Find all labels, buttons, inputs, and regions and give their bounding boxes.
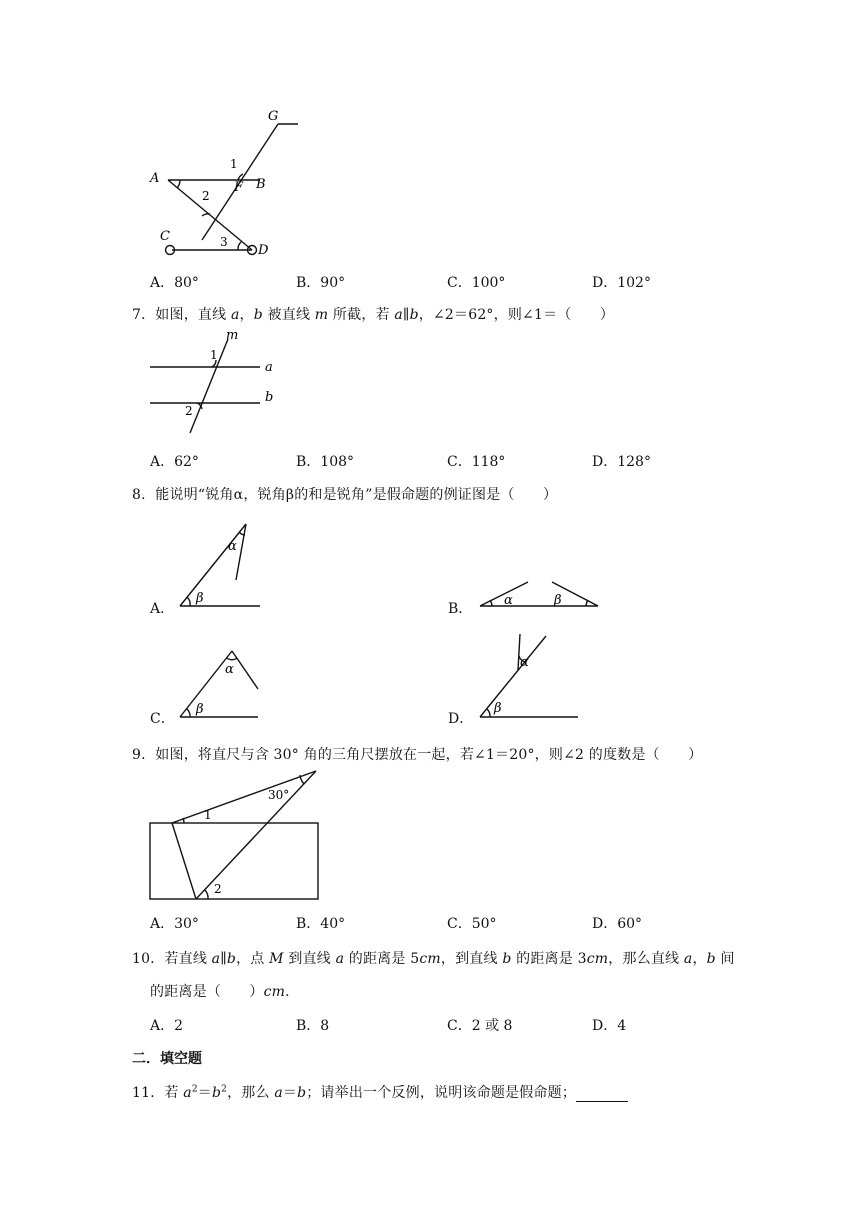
q9-figure (144, 767, 330, 903)
q8-option-b-figure[interactable] (476, 578, 606, 612)
q7-var-m: m (314, 307, 329, 323)
q8-option-c-letter[interactable]: C． (150, 711, 175, 727)
q11-var-a: a (183, 1085, 192, 1101)
q7-option-c[interactable]: C．118° (447, 454, 506, 470)
q11-var-b2: b (297, 1085, 307, 1101)
q11-answer-blank[interactable] (576, 1087, 628, 1102)
q7-comma: ， (239, 307, 254, 323)
q10-end: 间 (715, 951, 735, 967)
q6-figure-svg (140, 100, 320, 265)
q10-line2-pre: 的距离是（ ） (150, 984, 264, 1000)
q10-mid4: ，到直线 (440, 951, 503, 967)
q6-label-G: G (268, 109, 279, 124)
q6-option-b[interactable]: B．90° (296, 275, 346, 291)
q7-option-d[interactable]: D．128° (592, 454, 651, 470)
section-title-fill-in: 二．填空题 (132, 1051, 202, 1067)
q7-parallel: a∥b (394, 307, 419, 323)
q8-option-b-letter[interactable]: B． (448, 601, 473, 617)
q10-var-M: M (269, 951, 284, 967)
q7-label-2: 2 (185, 404, 193, 418)
q6-label-A: A (150, 171, 160, 186)
q6-figure (140, 100, 320, 265)
q10-option-a[interactable]: A．2 (150, 1018, 184, 1034)
q8-option-d-letter[interactable]: D． (448, 711, 474, 727)
q8a-alpha: α (228, 539, 237, 554)
q6-label-2: 2 (202, 189, 210, 203)
q10-pre: 10．若直线 (132, 951, 212, 967)
q11-sup2: 2 (221, 1084, 228, 1095)
q10-option-d[interactable]: D．4 (592, 1018, 627, 1034)
q10-var-a3: a (683, 951, 693, 967)
q7-option-a[interactable]: A．62° (150, 454, 199, 470)
q10-parallel: ∥ (220, 951, 227, 967)
q7-var-a: a (230, 307, 240, 323)
q7-option-b[interactable]: B．108° (296, 454, 355, 470)
q7-mid1: 被直线 (262, 307, 315, 323)
q10-var-b: b (226, 951, 237, 967)
q8d-beta: β (494, 701, 502, 716)
q6-label-B: B (256, 177, 266, 192)
q10-option-c[interactable]: C．2 或 8 (447, 1018, 513, 1034)
q7-question (132, 304, 614, 324)
q8c-alpha: α (225, 662, 234, 677)
q10-mid: ，点 (236, 951, 270, 967)
q10-comma: ， (692, 951, 707, 967)
q7-mid2: 所截，若 (328, 307, 395, 323)
q8-option-c-figure[interactable] (176, 645, 276, 721)
q10-var-b3: b (706, 951, 716, 967)
q8b-beta: β (554, 593, 562, 608)
q8-question: 8．能说明“锐角α，锐角β的和是锐角”是假命题的例证图是（ ） (132, 487, 558, 503)
q7-label-b: b (265, 390, 274, 405)
q8b-alpha: α (504, 593, 513, 608)
q6-label-3: 3 (220, 235, 228, 249)
q7-figure (140, 325, 290, 437)
q10-var-b2: b (502, 951, 512, 967)
q6-option-a[interactable]: A．80° (150, 275, 199, 291)
q6-label-D: D (258, 243, 269, 258)
q9-figure-svg (144, 767, 330, 903)
q8-option-d-figure[interactable] (474, 632, 584, 722)
q11-sup1: 2 (191, 1084, 198, 1095)
q7-label-a: a (265, 360, 273, 375)
q6-option-c[interactable]: C．100° (447, 275, 506, 291)
q9-option-c[interactable]: C．50° (447, 916, 497, 932)
q9-label-30: 30° (268, 788, 290, 802)
q11-eq2: ＝ (282, 1085, 298, 1101)
q7-pre: 7．如图，直线 (132, 307, 231, 323)
q11-mid: ，那么 (227, 1085, 275, 1101)
q10-question-line1 (132, 948, 735, 968)
q10-var-a2: a (335, 951, 345, 967)
q9-label-1: 1 (204, 808, 212, 822)
q7-label-m: m (226, 328, 239, 343)
q7-figure-svg (140, 325, 290, 437)
q9-option-d[interactable]: D．60° (592, 916, 643, 932)
q11-question (132, 1082, 628, 1102)
q10-mid3: 的距离是 5 (344, 951, 420, 967)
q9-label-2: 2 (214, 882, 222, 896)
q10-question-line2 (150, 981, 290, 1001)
q10-mid2: 到直线 (283, 951, 336, 967)
q11-pre: 11．若 (132, 1085, 184, 1101)
q11-eq: ＝ (197, 1085, 212, 1101)
q8-option-a-figure[interactable] (176, 518, 276, 610)
q10-unit-cm2: cm (586, 951, 609, 967)
q8d-alpha: α (520, 655, 529, 670)
q11-var-a2: a (274, 1085, 283, 1101)
q7-var-b: b (253, 307, 263, 323)
q10-line2-end: . (285, 984, 290, 1000)
q10-mid6: ，那么直线 (608, 951, 684, 967)
q6-label-C: C (160, 229, 170, 244)
q10-mid5: 的距离是 3 (511, 951, 587, 967)
q7-tail: ，∠2＝62°，则∠1＝（ ） (418, 307, 615, 323)
q9-option-a[interactable]: A．30° (150, 916, 199, 932)
q10-unit-cm1: cm (419, 951, 441, 967)
q6-label-F: F (234, 180, 244, 195)
q10-unit-cm3: cm (263, 984, 286, 1000)
q10-option-b[interactable]: B．8 (296, 1018, 330, 1034)
q8a-beta: β (196, 591, 204, 606)
q9-question: 9．如图，将直尺与含 30° 角的三角尺摆放在一起，若∠1＝20°，则∠2 的度数是（ ） (132, 747, 703, 763)
q6-option-d[interactable]: D．102° (592, 275, 651, 291)
q8c-beta: β (196, 702, 204, 717)
q6-label-1: 1 (230, 157, 238, 171)
q7-label-1: 1 (210, 348, 218, 362)
q9-option-b[interactable]: B．40° (296, 916, 346, 932)
q11-tail: ；请举出一个反例，说明该命题是假命题； (306, 1085, 577, 1101)
q11-var-b: b (211, 1085, 222, 1101)
q8-option-a-letter[interactable]: A． (150, 601, 175, 617)
q10-var-a: a (211, 951, 221, 967)
